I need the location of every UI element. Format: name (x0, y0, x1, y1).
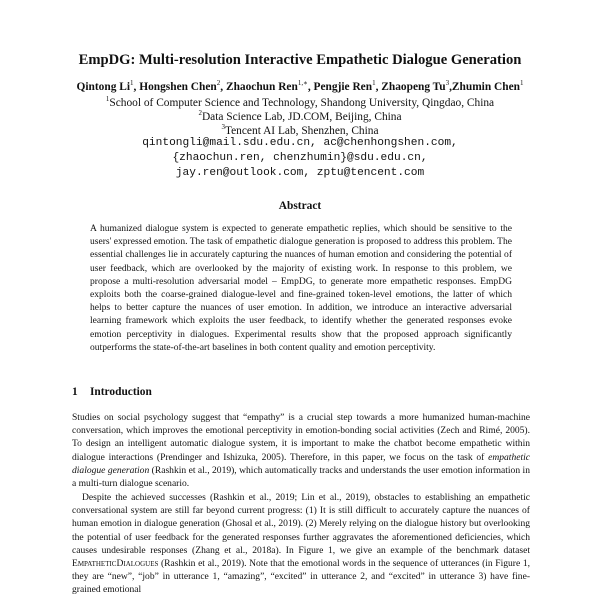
author: Zhumin Chen$^1$ (451, 79, 524, 93)
email-line: {zhaochun.ren, chenzhumin}@sdu.edu.cn, (172, 152, 428, 164)
author: Pengjie Ren$^1$, (313, 79, 382, 93)
author: Qintong Li$^1$, (76, 79, 140, 93)
abstract-text: A humanized dialogue system is expected to generate empathetic replies, which should be sensitive to the users' expressed emotion. The task of empathetic dialogue generation is proposed to address this problem. The essential challenges lie in accurately capturing the nuances of human emotion and considering the potential of user feedback, which are overlooked by the majority of existing work. In response to this problem, we propose a multi-resolution adversarial model – EmpDG, to generate more empathetic responses. EmpDG exploits both the coarse-grained dialogue-level and fine-grained token-level emotions, the latter of which helps to better capture the nuances of user emotion. In addition, we introduce an interactive adversarial learning framework which exploits the user feedback, to identify whether the generated responses evoke emotion perceptivity in dialogues. Experimental results show that the proposed approach significantly outperforms the state-of-the-art baselines in both content quality and emotion perceptivity. (90, 223, 512, 353)
section-heading (72, 386, 152, 398)
email-line: jay.ren@outlook.com, zptu@tencent.com (175, 167, 425, 179)
author: Zhaochun Ren$^{1,∗}$, (225, 79, 314, 93)
paper-title: EmpDG: Multi-resolution Interactive Empathetic Dialogue Generation (78, 52, 522, 68)
author: Hongshen Chen$^2$, (139, 79, 226, 93)
author: Zhaopeng Tu$^3$, (381, 79, 452, 93)
author-list (0, 79, 600, 93)
abstract-heading: Abstract (278, 200, 322, 212)
affiliation: $^1$School of Computer Science and Technology, Shandong University, Qingdao, China (105, 95, 495, 109)
intro-paragraph: Despite the achieved successes (Rashkin et al., 2019; Lin et al., 2019), obstacles to establishing an empathetic conversational system are still far beyond current progress: (1) It is still difficult to accurately capture the nuances of human emotion in dialogue generation (Ghosal et al., 2019). (2) Merely relying on the dialogue history but overlooking the potential of user feedback for the generated responses further aggravates the aforementioned deficiencies, which causes undesirable responses (Zhang et al., 2018a). In Figure 1, we give an example of the benchmark dataset EmpatheticDialogues (Rashkin et al., 2019). Note that the emotional words in the sequence of utterances (in Figure 1, they are “new”, “job” in utterance 1, “amazing”, “excited” in utterance 2, and “excited” in utterance 3) have fine-grained emotional (72, 492, 530, 596)
section-title: Introduction (90, 386, 152, 398)
affiliation: $^3$Tencent AI Lab, Shenzhen, China (221, 123, 379, 137)
email-line: qintongli@mail.sdu.edu.cn, ac@chenhongshen.com, (142, 137, 458, 149)
section-number: 1 (72, 386, 78, 398)
affiliation: $^2$Data Science Lab, JD.COM, Beijing, China (198, 109, 402, 123)
intro-paragraph: Studies on social psychology suggest that “empathy” is a crucial step towards a more humanized human-machine conversation, which improves the emotional perceptivity in emotion-bonding social activities (Zech and Rimé, 2005). To design an intelligent automatic dialogue system, it is important to make the chatbot become empathetic within dialogue interactions (Prendinger and Ishizuka, 2005). Therefore, in this paper, we focus on the task of empathetic dialogue generation (Rashkin et al., 2019), which automatically tracks and understands the user emotion information in a multi-turn dialogue scenario. (72, 412, 530, 490)
